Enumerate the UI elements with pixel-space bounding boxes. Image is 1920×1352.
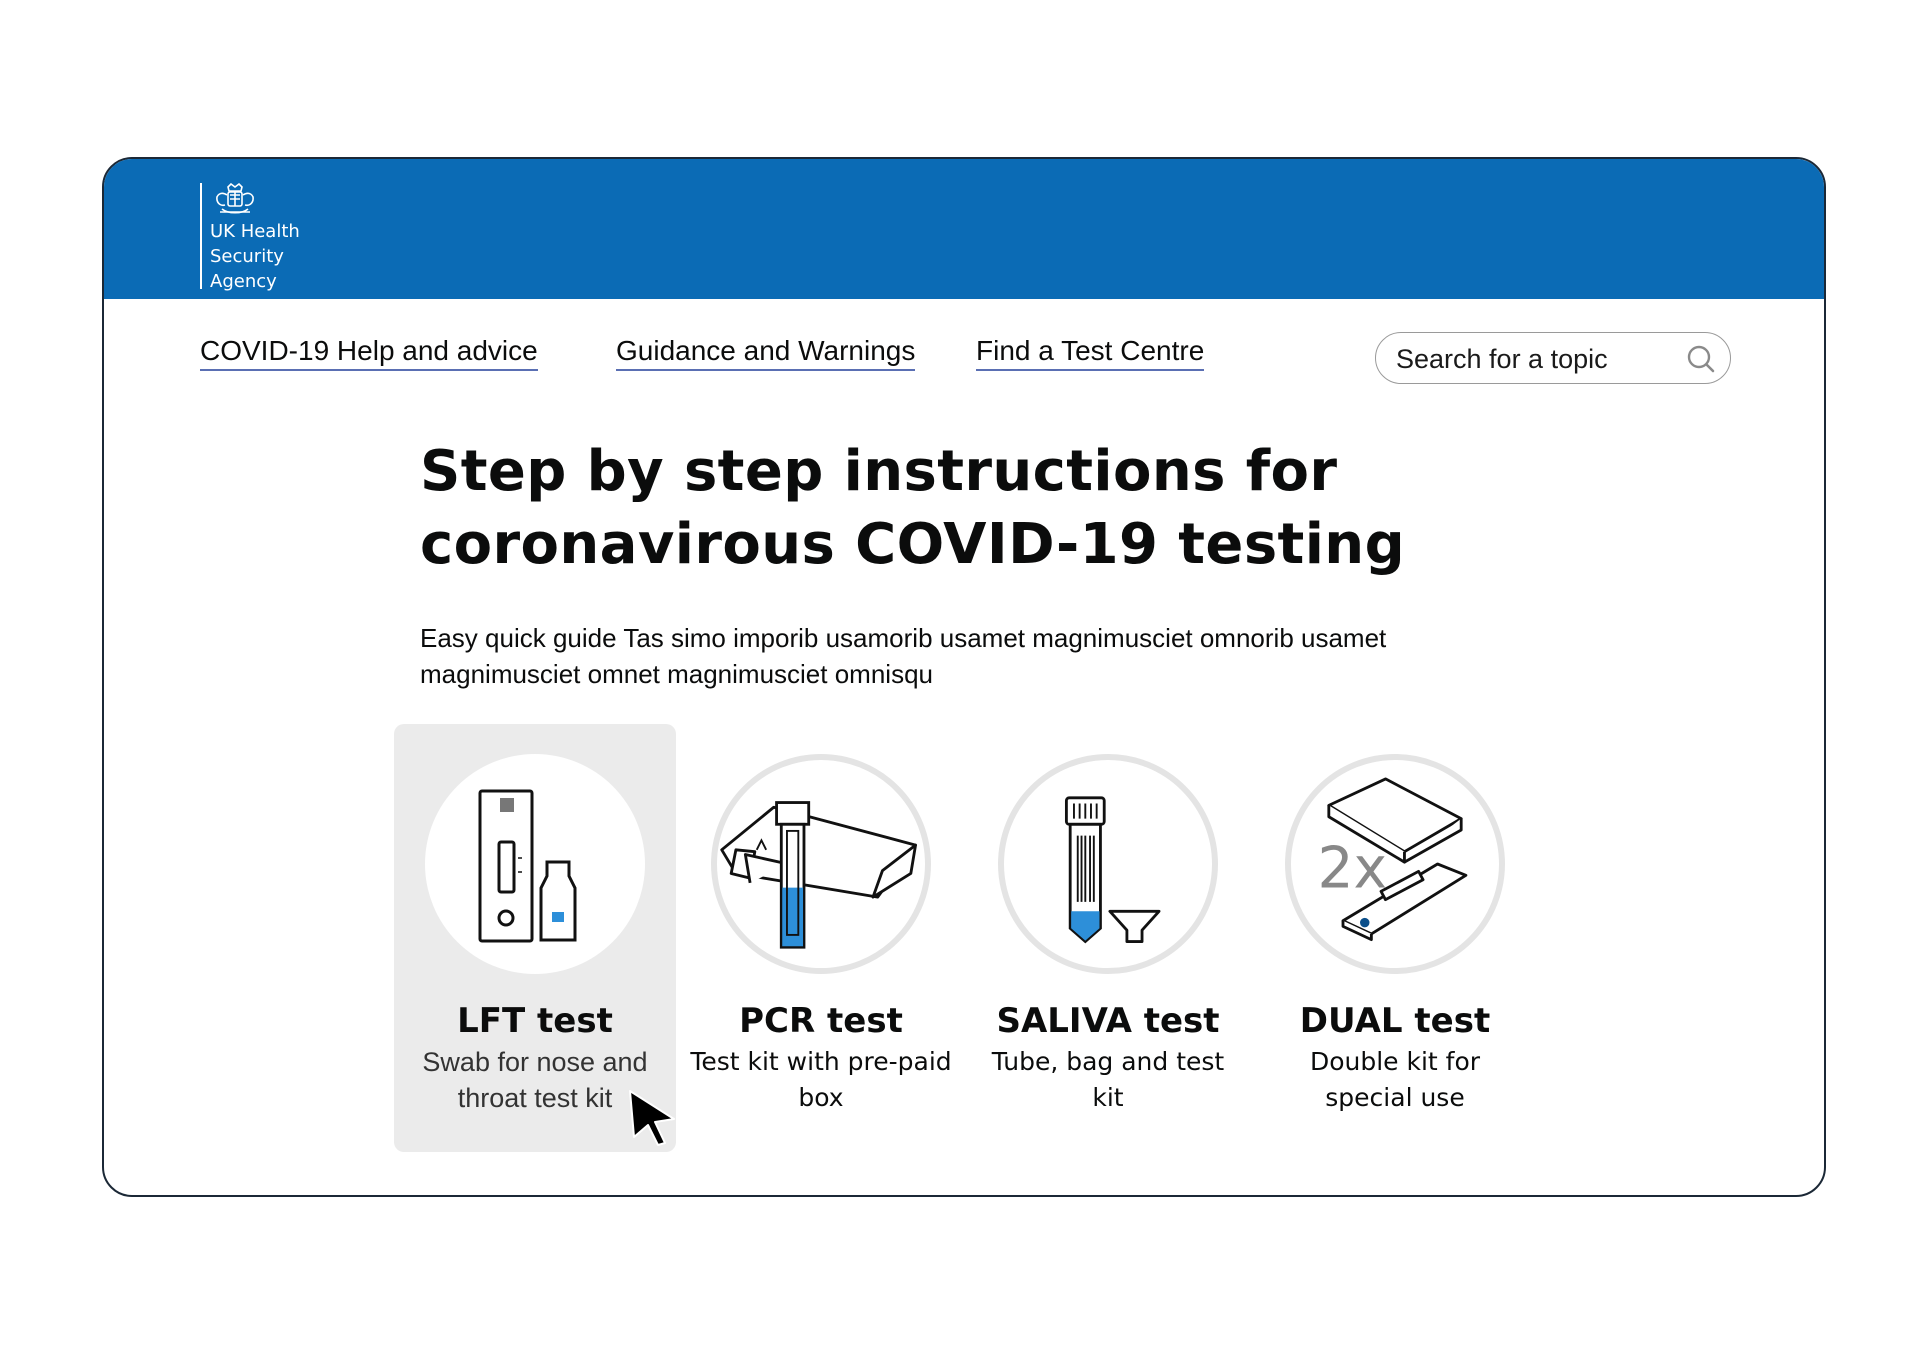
test-description: Tube, bag and test kit	[991, 1047, 1225, 1112]
test-title: PCR test	[739, 1001, 903, 1041]
page-title: Step by step instructions for coronavirous COVID-19 testing	[420, 439, 1406, 577]
header-banner	[104, 159, 1824, 299]
test-card-lft[interactable]	[394, 724, 676, 1152]
test-title: LFT test	[457, 1001, 613, 1041]
lateral-flow-kit-icon	[425, 754, 645, 974]
dual-kit-icon	[1291, 760, 1499, 968]
search-box[interactable]	[1375, 332, 1731, 384]
test-description: Test kit with pre-paid box	[690, 1047, 952, 1112]
saliva-tube-icon	[1004, 760, 1212, 968]
agency-name: UK Health Security Agency	[210, 221, 300, 292]
agency-logo[interactable]	[200, 183, 320, 292]
pcr-box-icon	[717, 760, 925, 968]
double-kit-badge: 2x	[1317, 835, 1388, 902]
test-title: DUAL test	[1299, 1001, 1491, 1041]
test-description: Swab for nose and throat test kit	[422, 1047, 648, 1113]
card-illustration	[1285, 754, 1505, 974]
test-card-dual[interactable]	[1254, 724, 1536, 1152]
card-illustration	[711, 754, 931, 974]
card-illustration	[425, 754, 645, 974]
intro-text: Easy quick guide Tas simo imporib usamorib usamet magnimusciet omnorib usamet magnimusciet omnet magnimusciet omnisqu	[420, 623, 1387, 689]
nav-link-guidance[interactable]: Guidance and Warnings	[616, 335, 915, 371]
test-title: SALIVA test	[996, 1001, 1220, 1041]
test-description: Double kit for special use	[1309, 1047, 1481, 1112]
test-card-pcr[interactable]	[680, 724, 962, 1152]
card-illustration	[998, 754, 1218, 974]
nav-link-covid-help[interactable]: COVID-19 Help and advice	[200, 335, 538, 371]
browser-window	[102, 157, 1826, 1197]
nav-link-find-test-centre[interactable]: Find a Test Centre	[976, 335, 1204, 371]
search-input[interactable]	[1394, 341, 1668, 377]
search-icon[interactable]	[1686, 344, 1716, 374]
test-card-saliva[interactable]	[967, 724, 1249, 1152]
mouse-pointer-icon	[628, 1089, 678, 1147]
royal-crest-icon	[212, 183, 258, 217]
